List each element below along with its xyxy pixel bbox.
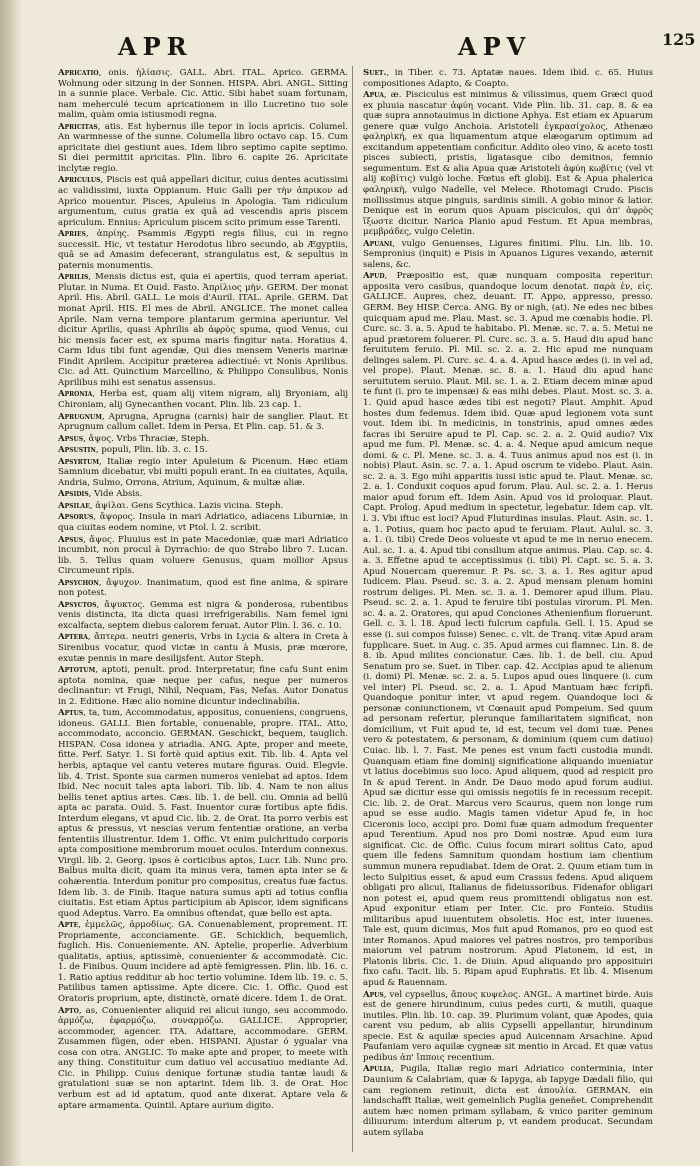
entry-text: Aprugna, Aprugna (carnis) hair de sanglier. Plaut. Et Aprugnum callum callet. Idem in Persa. Et Plin. cap. 51. & 3. [58,411,348,433]
dictionary-entry: Aptus, ta, tum, Accommodatus, appositus, conueniens, congruens, idoneus. GALLI. Bien fortable, conuenable, propre. ITAL. Atto, accommodato, acconcio. GERMAN. Geschickt, bequem, tauglich. HISPAN. Cosa idonea y atriadia. ANG. Apte, proper and meete, fitte. Perf. Satyr. 1. Si fortè quid aptius exit. Tib. lib. 4. Apta vel herbis, aptaque vel cantu veteres mutare figuras. Ouid. Elegvle. lib. 4. Trist. Sponte sua carmen numeros veniebat ad aptos. Idem Ibid. Nec nocuit tales apta labori. Tib. lib. 4. Nam te non alius bellis tenet aptius artes. Cæs. lib. 1. de bell. ciu. Omnia ad bellū apta ac parata. Ouid. 5. Fast. Inuentor curæ fortibus apte fidis. Interdum elegans, vt apud Cic. lib. 2. de Orat. Ita porro verbis est aptus & pressus, vt nescias verum fententiæ oratione, an verba fententiis illustrentur. Idem 1. Offic. Vt enim pulchritudo corporis apta compositione membrorum mouet oculos. Interdum connexus. Virgil. lib. 2. Georg. ipsos è corticibus aptos, Lucr. Lib. Nunc pro. Balbus multa dicit, quam ita minus vera, tamen apta inter se & cohærentia. Interdum ponitur pro compositus, creatus fuæ factus. Idem lib. 3. de Finib. Itaque natura sumus apti ad totius conflia ciuitatis. Est etiam Aptus participium ab Apiscor, idem significans quod Adeptus. Varro. Ea omnibus oftendat, quæ bello est apta. [58,708,348,919]
dictionary-entry: Apus, vel cypsellus, ἄπους κυψελος. ANGL. A martinet birde. Auis est de genere hirundinum, cuius pedes curti, & mutili, quaque inutiles. Plin. lib. 10. cap. 39. Plurimum volant, quæ Apodes, quia carent vsu pedum, ab aliis Cypselli appellantur, hirundinum specie. Est & aquilæ species apud Auicennam Arsachine. Apud Paufaniam vero aquilæ cygneæ sit mentio in Arcad. Et quæ vatus pedibus ἀπ' ἴπποις recentium. [363,989,653,1063]
dictionary-entry: Apries, ἀπρίης. Psammis Ægypti regis filius, cui in regno successit. Hic, vt testatur Herodotus libro secundo, ab Ægyptiis, quâ se ad Amasim defecerant, strangulatus est, & sepultus in paternis monumentis. [58,229,348,271]
entry-headword: Suet. [363,68,387,78]
dictionary-entry: Suet., in Tiber. c. 73. Aptatæ naues. Idem ibid. c. 65. Huius compositiones Adapto, & Coapto. [363,68,653,89]
dictionary-entry: Apsilae, ἀψίλαι. Gens Scythica. Lazis vicina. Steph. [58,500,284,511]
entry-text: onis. ἡλίασις. GALL. Abri. ITAL. Aprico. GERMA. Wohnung oder sitzung in der Sonnen. HISPA. Abri. ANGL. Sitting in a sunnie place. Verbale. Cic. Attic. Sibi habet suam fortunam, nam meherculé tecum apricationem in illo Lucretino tuo sole malim, quàm omia istiusmodi regna. [58,68,348,121]
entry-headword: Apsychon [58,577,99,588]
dictionary-entry: Apte, ἐμμελῶς, ἁρμοδίως. GA. Conuenablement, proprement. IT. Propriamente, acconciamente. GE. Schicklich, bequemlich, fuglich. His. Conueniemente. AN. Aptelie, properlie. Adverbium qualitatis, aptius, aptissimè, conuenienter & accommodatè. Cic. 1. de Finibus. Quum incidere ad aptè femigressen. Plin. lib. 16. c. 1. Ratio aptius redditur ab hoc tertio volumine. Idem lib. 19. c. 5. Patilibus tamen aptissime. Apte dicere. Cic. 1. Offic. Quod est Oratoris proprium, apte, distinctè, ornatè dicere. Idem 1. de Orat. [58,920,348,1005]
entry-headword: Aptus [58,708,84,719]
entry-text: vulgo Genuenses, Ligures finitimi. Pliu. Lin. lib. 10. Sempronius (inquit) e Pisis in Apuanos Ligures vexando, æternit salens, &c. [363,238,653,270]
entry-headword: Aptotum [58,665,96,676]
entry-text: Præpositio est, quæ nunquam composita reperitur: apposita vero casibus, quandoque locum denotat. παρὰ ἐν, εἰς. GALLICE. Aupres, chez, deuant. IT. Appo, appresso, presso. GERM. Bey HISP. Cerca. ANG. By or nigh, (at). Ne edes nec bibes quicquam apud me. Plau. Mast. sc. 3. Apud me cœnabis hodie. Pl. Curc. sc. 3. a. 5. Apud te habitabo. Pl. Menæ. sc. 7. a. 5. Metui ne apud prætorem foluerer. Pl. Curc. sc. 3. a. 5. Haud diu apud hanc feruitutem feruio. Pl. Mil. sc. 2. a. 2. Hic apud me nunquam delinges salem. Pl. Curc. sc. 4. a. 4. Apud hasce ædes (i. in vel ad, vel prope). Plaut. Menæ. sc. 8. a. 1. Haud diu apud hanc seruitutem seruio. Plaut. Mil. sc. 1. a. 2. Etiam decem minæ apud te funt (i. pro te impensæ) & eas mihi debes. Plaut. Most. sc. 3. a. 1. Quid apud hasce ædes tibi est negoti? Plaut. Amphit. Apud hostes dum fedemus. Idem ibid. Quæ apud legionem vota sunt vout. Idem ibi. In medicinis, in tonstrinis, apud omnes ædes facras ibi Seruire apud te Pl. Cap. sc. 2. a. 2. Quid audio? Vix apud me fum. Pl. Menæ. sc. 4. a. 4. Neque apud amicum neque domi. & c. Pl. Mene. sc. 3. a. 4. Tuus animus apud nos est (i. in nobis) Plaut. Asin. sc. 7. a. 1. Apud oscrum te videbo. Plaut. Asin. sc. 2. a. 3. Ego mihi apparitis iussi istic apud te. Plaut. Menæ. sc. 2. a. 1. Conduxit coquos apud forum. Plau. Aul. sc. 2. a. 1. Herus maior apud forum eft. Idem Asin. Apud vos id proloquar. Plaut. Capt. Prolog. Apud medium in spectetur, legebatur. Idem cap. vlt. l. 3. Vbi iftuc est loci? Apud Fluturdinas insulas. Plaut. Asin. sc. 1. a. 1. Potius, quam hoc pacto apud te feruiam. Plaut. Aulul. sc. 3. a. 1. (i. tibi) Crede Deos volueste vt apud te me in neruo enecem. Aul. sc. 1. a. 4. Apud tibi consilium atque animus. Plau. Cap. sc. 4. a. 3. Effetne apud te acceptissimus (i. tibi) Pl. Capt. sc. 5. a. 3. Apud Nouercam queremur. P. Ps. sc. 3. a. 1. Res agitur apud Iudicem. Plau. Pseud. sc. 3. a. 2. Apud mensam plenam homini rostrum deliges. Pl. Men. sc. 3. a. 1. Demorer apud illum. Plau. Pseud. sc. 2. a. 1. Apud te feruire tibi postulas virorum. Pl. Men. sc. 4. a. 2. Oratores, qui apud Conciones Athenienfium floruerunt. Gell. c. 3. l. 18. Apud lecti fulcrum capfula. Gell. l. 15. Apud se esse (i. sui compos fuisse) Senec. c. vlt. de Tranq. vitæ Apud aram fupplicare. Suet. in Aug. c. 35. Apud armes cui flamnec. Lin. 8. de 8. ib. Apud milites concionatur. Cæs. lib. 1. de bell. ciu. Apud Senatum pro se. Suet. in Tiber. cap. 42. Accipias apud te alienum (i. domi) Pl. Menæ. sc. 2. a. 5. Lupos apud oues linquere (i. cum vel inter) Pl. Pseud. sc. 2. a. 1. Apud Mantuam hæc fcripfi. Quandoque ponitur inter, vt apud regem. Quandoque loci & personæ coniunctionem, vt Cœnauit apud Pompeium. Sed quum ad personam refertur, plerunque familiaritatem significat, non domicilium, vt Fuit apud te, id est, tecum vel domi tuæ. Penes vero & potestatem, & personam, & dominium (quem cum datiuo) Cuiac. lib. l. 7. Fast. Me penes est vnum facti custodia mundi. Quanquam etiam fine dominij significatione aliquando inueniatur vt latius docebimus suo loco. Apud aliquem, quod ad respicit pro In & apud Terent. in Andr. De Dauo modo apud forum audiui. Apud sæ dicitur esse qui omissis negotiis fe in recessum recepit. Cic. lib. 2. de Orat. Marcus vero Scaurus, quem non longe rum apud se esse audio. Magis tamen videtur Apud fe, in hoc Ciceronis loco, accipi pro. Domi fuæ quam admodum frequenter apud Terentium. Apud nos pro Domi nostræ. Apud eum iura significat. Cic. de Offic. Cuius focum mirari solitus Cato, apud quem ille fedens Samnitum quondam hostium iam clientium summun munera repudiabat. Idem de Orat. 2. Quum etiam tum in lecto Sulpitius esset, & apud eum Crassus fedens. Apud aliquem obligati pro alicui, Italianus de fideiussoribus. Fidenafor obligari non potest ei, apud quem reus promittendi obligatus non est. Apud exponitur etiam per Inter. Cic. pro Fonteio. Studiis militaribus apud iuuentutem obsoletis. Hoc est, inter iuuenes. Tale est, quum dicimus, Mos fuit apud Romanos, pro eo quod est inter Romanos. Apud maiores vel patres nostros, pro temporibus maiorum vel patrum nostrorum. Apud Platonem, id est, in Platonis libris. Cic. 1. de Diuin. Apud aliquando pro apposituiri fixo cafu. Tacit. lib. 5. Ripam apud Euphratis. Et lib. 4. Misenum apud & Rauennam. [363,271,653,989]
entry-text: Pugila, Italiæ regio mari Adriatico conterminia, inter Daunium & Calabriam, quæ & Iapyga, ab Iapyge Dædali filio, qui cam regionem retinuit, dicta est ἀπουλία. GERMAN. ein landschafft Italiæ, weit gemeinlich Puglia geneñet. Comprehendit autem hæc nomen primam syllabam, & vnico pariter geminum diliuurum: interdum alterum p, vt eandem producat. Secundam autem syllaba [363,1064,653,1138]
column-divider [352,66,353,1152]
entry-text: Italiæ regio inter Apuleium & Picenum. Hæc etiam Samnium dicebatur, vbi multi populi erant. In ea ciuitates, Aquila, Andria, Sulmo, Orrona, Atrium, Aquinum, & multæ aliæ. [58,456,348,488]
dictionary-entry: Apsychon, ἄψυχον. Inanimatum, quod est fine anima, & spirare non potest. [58,577,348,599]
entry-headword: Apriculus [58,175,101,186]
entry-text: ἄψυκτος. Gemma est nigra & ponderosa, rubentibus venis distincta, ita dicta quasi irrefrigerabilis. Nam femel igni excalfacta, septem diebus calorem feruat. Autor Plin. l. 36. c. 10. [58,599,348,631]
entry-headword: Apsorus [58,512,94,523]
entry-text: Mensis dictus est, quia ei apertiis, quod terram aperiat. Plutar. in Numa. Et Ouid. Fasto. Ἀπρίλιος μὴν. GERM. Der monat April. His. Abril. GALL. Le mois d'Auril. ITAL. Aprile. GERM. Dat monat April. HIS. El mes de Abril. ANGLICE. The monet callea Aprile. Nam verna tempore plantarum germina aperiuntur. Vel dicitur Aprilis, quasi Aphrilis ab ἀφρὸς spuma, quod Venus, cui hic mensis facer est, ex spuma maris fingitur nata. Horatius 4. Carm Idus tibi funt agendæ, Qui dies mensem Veneris marinæ Findit Aprilem. Accipitur præterea adiectiué: vt Nonis Aprilibus. Cic. ad Att. Quinctium Marcellino, & Philippo Consulibus, Nonis Aprilibus mihi est senatus assensus. [58,272,348,388]
entry-headword: Apsidis [58,489,89,500]
entry-headword: Apsilae [58,500,90,511]
running-head-left: APR [118,32,193,61]
dictionary-entry: Apsus, ἄψος. Vrbs Thraciæ, Steph. [58,433,210,444]
entry-headword: Apuani [363,238,393,249]
right-column [363,68,653,1148]
entry-headword: Apsustin [58,445,96,456]
dictionary-entry: Apsorus, ἄψορος. Insula in mari Adriatico, adiacens Liburniæ, in qua ciuitas eodem nomine, vt Ptol. l. 2. scribit. [58,512,348,533]
entry-text: ἄψος. Fluuius est in pate Macedoniæ, quæ mari Adriatico incumbit, non procul à Dyrrachio: de quo Strabo libro 7. Lucan. lib. 5. Tellus quam voluere Genusus, quam mollior Apsus Circumeunt ripis. [58,534,348,577]
dictionary-entry: Apsidis, Vide Absis. [58,489,143,500]
dictionary-entry: Apricatio, onis. ἡλίασις. GALL. Abri. ITAL. Aprico. GERMA. Wohnung oder sitzung in der Sonnen. HISPA. Abri. ANGL. Sitting in a sunnie place. Verbale. Cic. Attic. Sibi habet suam fortunam, nam meherculé tecum apricationem in illo Lucretino tuo sole malim, quàm omia istiusmodi regna. [58,68,348,121]
entry-headword: Apua [363,90,384,101]
entry-headword: Apricitas [58,121,98,132]
entry-text: ἄψος. Vrbs Thraciæ, Steph. [88,433,210,444]
dictionary-entry: Apulia, Pugila, Italiæ regio mari Adriatico conterminia, inter Daunium & Calabriam, quæ & Iapyga, ab Iapyge Dædali filio, qui cam regionem retinuit, dicta est ἀπουλία. GERMAN. ein landschafft Italiæ, weit gemeinlich Puglia geneñet. Comprehendit autem hæc nomen primam syllabam, & vnico pariter geminum diliuurum: interdum alterum p, vt eandem producat. Secundam autem syllaba [363,1064,653,1138]
dictionary-entry: Apronia, Herba est, quam alij vitem nigram, alij Bryoniam, alij Chironiam, alij Gynecanthen vocant. Plin. lib. 23 cap. 1. [58,389,348,410]
entry-text: ἀπρίης. Psammis Ægypti regis filius, cui in regno successit. Hic, vt testatur Herodotus libro secundo, ab Ægyptiis, quâ se ad Amasim defecerant, strangulatus est, & sepultus in paternis monumentis. [58,229,348,271]
entry-text: Piscis est quâ appellari dicitur, cuius dentes acutissimi ac validissimi, iuxta Oppianum. Huic Galli per τὴν ἀπρικον ad Aprico mouentur. Pisces, Apuleius in Apologia. Tam ridiculum argumentum, cuius gratia ex quâ ad vescendis apris piscem apriculum. Ennius: Apriculum piscem scito primum esse Tarenti. [58,175,348,228]
entry-text: as, Conuenienter aliquid rei alicui iungo, seu accommodo. ἁρμόζω, ἐφαρμόζω, συναρμόζω. GALLICE. Approprier, accommoder, agencer. ITA. Adattare, accommodare. GERM. Zusammen fügen, oder eben. HISPANI. Ajustar ó ygualar vna cosa con otra. ANGLIC. To make apte and proper, to meete with any thing. Constituitur cum datiuo vel accusatiuo mediante Ad. Cic. in Philipp. Cuius denique fortunæ studia tantæ laudi & gratulationi suæ se non aptarint. Idem lib. 3. de Orat. Hoc verbum est ad id aptatum, quod ante dixerat. Aptare vela & aptare armamenta. Quintil. Aptare aurium digito. [58,1005,348,1111]
entry-headword: Aprugnum [58,411,102,422]
dictionary-entry: Aprugnum, Aprugna, Aprugna (carnis) hair de sanglier. Plaut. Et Aprugnum callum callet. Idem in Persa. Et Plin. cap. 51. & 3. [58,411,348,433]
dictionary-entry: Aprilis, Mensis dictus est, quia ei apertiis, quod terram aperiat. Plutar. in Numa. Et Ouid. Fasto. Ἀπρίλιος μὴν. GERM. Der monat April. His. Abril. GALL. Le mois d'Auril. ITAL. Aprile. GERM. Dat monat April. HIS. El mes de Abril. ANGLICE. The monet callea Aprile. Nam verna tempore plantarum germina aperiuntur. Vel dicitur Aprilis, quasi Aphrilis ab ἀφρὸς spuma, quod Venus, cui hic mensis facer est, ex spuma maris fingitur nata. Horatius 4. Carm Idus tibi funt agendæ, Qui dies mensem Veneris marinæ Findit Aprilem. Accipitur præterea adiectiué: vt Nonis Aprilibus. Cic. ad Att. Quinctium Marcellino, & Philippo Consulibus, Nonis Aprilibus mihi est senatus assensus. [58,272,348,388]
entry-text: aptoti, penult. prod. Interpretatur, fine cafu Sunt enim aptota nomina, quæ neque per cafus, neque per numeros declinantur: vt Frugi, Nihil, Nequam, Fas, Nefas. Autor Donatus in 2. Editione. Hæc alio nomine dicuntur indeclinabilia. [58,665,348,707]
entry-text: Vide Absis. [94,489,143,500]
entry-headword: Apsyrtum [58,456,100,467]
entry-text: ta, tum, Accommodatus, appositus, conueniens, congruens, idoneus. GALLI. Bien fortable, conuenable, propre. ITAL. Atto, accommodato, acconcio. GERMAN. Geschickt, bequem, tauglich. HISPAN. Cosa idonea y atriadia. ANG. Apte, proper and meete, fitte. Perf. Satyr. 1. Si fortè quid aptius exit. Tib. lib. 4. Apta vel herbis, aptaque vel cantu veteres mutare figuras. Ouid. Elegvle. lib. 4. Trist. Sponte sua carmen numeros veniebat ad aptos. Idem Ibid. Nec nocuit tales apta labori. Tib. lib. 4. Nam te non alius bellis tenet aptius artes. Cæs. lib. 1. de bell. ciu. Omnia ad bellū apta ac parata. Ouid. 5. Fast. Inuentor curæ fortibus apte fidis. Interdum elegans, vt apud Cic. lib. 2. de Orat. Ita porro verbis est aptus & pressus, vt nescias verum fententiæ oratione, an verba fententiis illustrentur. Idem 1. Offic. Vt enim pulchritudo corporis apta compositione membrorum mouet oculos. Interdum connexus. Virgil. lib. 2. Georg. ipsos è corticibus aptos, Lucr. Lib. Nunc pro. Balbus multa dicit, quam ita minus vera, tamen apta inter se & cohærentia. Interdum ponitur pro compositus, creatus fuæ factus. Idem lib. 3. de Finib. Itaque natura sumus apti ad totius conflia ciuitatis. Est etiam Aptus participium ab Apiscor, idem significans quod Adeptus. Varro. Ea omnibus oftendat, quæ bello est apta. [58,708,348,919]
dictionary-entry: Apsustin, populi, Plin. lib. 3. c. 15. [58,445,208,456]
entry-headword: Apud [363,271,385,282]
dictionary-entry: Apsyrtum, Italiæ regio inter Apuleium & Picenum. Hæc etiam Samnium dicebatur, vbi multi populi erant. In ea ciuitates, Aquila, Andria, Sulmo, Orrona, Atrium, Aquinum, & multæ aliæ. [58,456,348,488]
dictionary-entry: Apsyctos, ἄψυκτος. Gemma est nigra & ponderosa, rubentibus venis distincta, ita dicta quasi irrefrigerabilis. Nam femel igni excalfacta, septem diebus calorem feruat. Autor Plin. l. 36. c. 10. [58,599,348,631]
entry-text: populi, Plin. lib. 3. c. 15. [101,445,208,456]
dictionary-entry: Apua, æ. Pisciculus est minimus & vilissimus, quem Græci quod ex pluuia nascatur ἀφύη vocant. Vide Plin. lib. 31. cap. 8. & ea quæ supra annotauimus in dictione Aphya. Est etiam ex Apuarum genere quæ vulgo Anchoia. Aristoteli ἐγκρασίχολος, Athenæo φαληρὶκή, ex qua liquamentum atque elæogarum optimum ad excitandum appetentiam conficitur. Addito oleo vino, & aceto tosti pisces subiecti, pristis, ligatasque cibo demitnos, femnio segumentum. Est & alia Apua quæ Aristoteli ἀφύη κωβίτις (vel vt alij κοβίτις) vulgò loche. Fœtus eft globij. Est & Apua phalerica φαληρικὴ, vulgo Nadelle, vel Melece. Rhotomagi Crudo. Piscis mollissimus atque pinguis, sardinis simili. A gobio minor & latior. Denique est in eorum quos Apuam pisciculos, qui ἀπ' ἀφρὸς ἴξωστε dicitur. Narica Planio apud Festum. Et Apua membras, μεμβράδες, vulgo Celetin. [363,90,653,238]
entry-text: ἄπτερα. neutri generis, Vrbs in Lycia & altera in Creta à Sirenibus vocatur, quod victæ in cantu à Musis, præ mœrore, exutæ pennis in mare desilijsfent. Autor Steph. [58,632,348,664]
entry-headword: Apries [58,229,86,240]
page-number: 125 [662,30,696,49]
running-head-right: APV [458,32,532,61]
entry-text: ἄψορος. Insula in mari Adriatico, adiacens Liburniæ, in qua ciuitas eodem nomine, vt Ptol. l. 2. scribit. [58,512,348,533]
dictionary-entry: Aptotum, aptoti, penult. prod. Interpretatur, fine cafu Sunt enim aptota nomina, quæ neque per cafus, neque per numeros declinantur: vt Frugi, Nihil, Nequam, Fas, Nefas. Autor Donatus in 2. Editione. Hæc alio nomine dicuntur indeclinabilia. [58,665,348,707]
entry-headword: Apte [58,920,79,931]
entry-headword: Apulia [363,1064,392,1075]
entry-headword: Apus [363,989,384,1000]
entry-headword: Apsus [58,534,84,545]
entry-text: æ. Pisciculus est minimus & vilissimus, quem Græci quod ex pluuia nascatur ἀφύη vocant. Vide Plin. lib. 31. cap. 8. & ea quæ supra annotauimus in dictione Aphya. Est etiam ex Apuarum genere quæ vulgo Anchoia. Aristoteli ἐγκρασίχολος, Athenæo φαληρὶκή, ex qua liquamentum atque elæogarum optimum ad excitandum appetentiam conficitur. Addito oleo vino, & aceto tosti pisces subiecti, pristis, ligatasque cibo demitnos, femnio segumentum. Est & alia Apua quæ Aristoteli ἀφύη κωβίτις (vel vt alij κοβίτις) vulgò loche. Fœtus eft globij. Est & Apua phalerica φαληρικὴ, vulgo Nadelle, vel Melece. Rhotomagi Crudo. Piscis mollissimus atque pinguis, sardinis simili. A gobio minor & latior. Denique est in eorum quos Apuam pisciculos, qui ἀπ' ἀφρὸς ἴξωστε dicitur. Narica Planio apud Festum. Et Apua membras, μεμβράδες, vulgo Celetin. [363,90,653,238]
dictionary-entry: Apsus, ἄψος. Fluuius est in pate Macedoniæ, quæ mari Adriatico incumbit, non procul à Dyrrachio: de quo Strabo libro 7. Lucan. lib. 5. Tellus quam voluere Genusus, quam mollior Apsus Circumeunt ripis. [58,534,348,577]
left-column [58,68,348,1148]
entry-headword: Aprilis [58,272,89,283]
page-gutter-shadow [0,0,22,1166]
entry-headword: Aptera [58,632,88,643]
entry-text: ἄψυχον. Inanimatum, quod est fine anima, & spirare non potest. [58,577,348,599]
entry-headword: Apto [58,1005,79,1016]
dictionary-entry: Aptera, ἄπτερα. neutri generis, Vrbs in Lycia & altera in Creta à Sirenibus vocatur, quod victæ in cantu à Musis, præ mœrore, exutæ pennis in mare desilijsfent. Autor Steph. [58,632,348,664]
dictionary-entry: Apud, Præpositio est, quæ nunquam composita reperitur: apposita vero casibus, quandoque locum denotat. παρὰ ἐν, εἰς. GALLICE. Aupres, chez, deuant. IT. Appo, appresso, presso. GERM. Bey HISP. Cerca. ANG. By or nigh, (at). Ne edes nec bibes quicquam apud me. Plau. Mast. sc. 3. Apud me cœnabis hodie. Pl. Curc. sc. 3. a. 5. Apud te habitabo. Pl. Menæ. sc. 7. a. 5. Metui ne apud prætorem foluerer. Pl. Curc. sc. 3. a. 5. Haud diu apud hanc feruitutem feruio. Pl. Mil. sc. 2. a. 2. Hic apud me nunquam delinges salem. Pl. Curc. sc. 4. a. 4. Apud hasce ædes (i. in vel ad, vel prope). Plaut. Menæ. sc. 8. a. 1. Haud diu apud hanc seruitutem seruio. Plaut. Mil. sc. 1. a. 2. Etiam decem minæ apud te funt (i. pro te impensæ) & eas mihi debes. Plaut. Most. sc. 3. a. 1. Quid apud hasce ædes tibi est negoti? Plaut. Amphit. Apud hostes dum fedemus. Idem ibid. Quæ apud legionem vota sunt vout. Idem ibi. In medicinis, in tonstrinis, apud omnes ædes facras ibi Seruire apud te Pl. Cap. sc. 2. a. 2. Quid audio? Vix apud me fum. Pl. Menæ. sc. 4. a. 4. Neque apud amicum neque domi. & c. Pl. Mene. sc. 3. a. 4. Tuus animus apud nos est (i. in nobis) Plaut. Asin. sc. 7. a. 1. Apud oscrum te videbo. Plaut. Asin. sc. 2. a. 3. Ego mihi apparitis iussi istic apud te. Plaut. Menæ. sc. 2. a. 1. Conduxit coquos apud forum. Plau. Aul. sc. 2. a. 1. Herus maior apud forum eft. Idem Asin. Apud vos id proloquar. Plaut. Capt. Prolog. Apud medium in spectetur, legebatur. Idem cap. vlt. l. 3. Vbi iftuc est loci? Apud Fluturdinas insulas. Plaut. Asin. sc. 1. a. 1. Potius, quam hoc pacto apud te feruiam. Plaut. Aulul. sc. 3. a. 1. (i. tibi) Crede Deos volueste vt apud te me in neruo enecem. Aul. sc. 1. a. 4. Apud tibi consilium atque animus. Plau. Cap. sc. 4. a. 3. Effetne apud te acceptissimus (i. tibi) Pl. Capt. sc. 5. a. 3. Apud Nouercam queremur. P. Ps. sc. 3. a. 1. Res agitur apud Iudicem. Plau. Pseud. sc. 3. a. 2. Apud mensam plenam homini rostrum deliges. Pl. Men. sc. 3. a. 1. Demorer apud illum. Plau. Pseud. sc. 2. a. 1. Apud te feruire tibi postulas virorum. Pl. Men. sc. 4. a. 2. Oratores, qui apud Conciones Athenienfium floruerunt. Gell. c. 3. l. 18. Apud lecti fulcrum capfula. Gell. l. 15. Apud se esse (i. sui compos fuisse) Senec. c. vlt. de Tranq. vitæ Apud aram fupplicare. Suet. in Aug. c. 35. Apud armes cui flamnec. Lin. 8. de 8. ib. Apud milites concionatur. Cæs. lib. 1. de bell. ciu. Apud Senatum pro se. Suet. in Tiber. cap. 42. Accipias apud te alienum (i. domi) Pl. Menæ. sc. 2. a. 5. Lupos apud oues linquere (i. cum vel inter) Pl. Pseud. sc. 2. a. 1. Apud Mantuam hæc fcripfi. Quandoque ponitur inter, vt apud regem. Quandoque loci & personæ coniunctionem, vt Cœnauit apud Pompeium. Sed quum ad personam refertur, plerunque familiaritatem significat, non domicilium, vt Fuit apud te, id est, tecum vel domi tuæ. Penes vero & potestatem, & personam, & dominium (quem cum datiuo) Cuiac. lib. l. 7. Fast. Me penes est vnum facti custodia mundi. Quanquam etiam fine dominij significatione aliquando inueniatur vt latius docebimus suo loco. Apud aliquem, quod ad respicit pro In & apud Terent. in Andr. De Dauo modo apud forum audiui. Apud sæ dicitur esse qui omissis negotiis fe in recessum recepit. Cic. lib. 2. de Orat. Marcus vero Scaurus, quem non longe rum apud se esse audio. Magis tamen videtur Apud fe, in hoc Ciceronis loco, accipi pro. Domi fuæ quam admodum frequenter apud Terentium. Apud nos pro Domi nostræ. Apud eum iura significat. Cic. de Offic. Cuius focum mirari solitus Cato, apud quem ille fedens Samnitum quondam hostium iam clientium summun munera repudiabat. Idem de Orat. 2. Quum etiam tum in lecto Sulpitius esset, & apud eum Crassus fedens. Apud aliquem obligati pro alicui, Italianus de fideiussoribus. Fidenafor obligari non potest ei, apud quem reus promittendi obligatus non est. Apud exponitur etiam per Inter. Cic. pro Fonteio. Studiis militaribus apud iuuentutem obsoletis. Hoc est, inter iuuenes. Tale est, quum dicimus, Mos fuit apud Romanos, pro eo quod est inter Romanos. Apud maiores vel patres nostros, pro temporibus maiorum vel patrum nostrorum. Apud Platonem, id est, in Platonis libris. Cic. 1. de Diuin. Apud aliquando pro apposituiri fixo cafu. Tacit. lib. 5. Ripam apud Euphratis. Et lib. 4. Misenum apud & Rauennam. [363,271,653,989]
dictionary-entry: Apto, as, Conuenienter aliquid rei alicui iungo, seu accommodo. ἁρμόζω, ἐφαρμόζω, συναρμόζω. GALLICE. Approprier, accommoder, agencer. ITA. Adattare, accommodare. GERM. Zusammen fügen, oder eben. HISPANI. Ajustar ó ygualar vna cosa con otra. ANGLIC. To make apte and proper, to meete with any thing. Constituitur cum datiuo vel accusatiuo mediante Ad. Cic. in Philipp. Cuius denique fortunæ studia tantæ laudi & gratulationi suæ se non aptarint. Idem lib. 3. de Orat. Hoc verbum est ad id aptatum, quod ante dixerat. Aptare vela & aptare armamenta. Quintil. Aptare aurium digito. [58,1005,348,1111]
dictionary-entry: Apricitas, atis. Est hybernus ille tepor in locis apricis. Columel. An warmnesse of the sunne. Columella libro octavo cap. 15. Cum apricitate diei gestiunt aues. Idem libro septimo capite septimo. Si diei permittit apricitas. Plin. libro 6. capite 26. Apricitate inclytæ regio. [58,121,348,174]
entry-text: Herba est, quam alij vitem nigram, alij Bryoniam, alij Chironiam, alij Gynecanthen vocant. Plin. lib. 23 cap. 1. [58,389,348,410]
entry-headword: Apronia [58,389,93,400]
entry-text: ἀψίλαι. Gens Scythica. Lazis vicina. Steph. [95,500,284,511]
entry-headword: Apsus [58,433,84,444]
entry-text: atis. Est hybernus ille tepor in locis apricis. Columel. An warmnesse of the sunne. Columella libro octavo cap. 15. Cum apricitate diei gestiunt aues. Idem libro septimo capite septimo. Si diei permittit apricitas. Plin. libro 6. capite 26. Apricitate inclytæ regio. [58,121,348,174]
entry-text: in Tiber. c. 73. Aptatæ naues. Idem ibid. c. 65. Huius compositiones Adapto, & Coapto. [363,68,653,89]
dictionary-entry: Apriculus, Piscis est quâ appellari dicitur, cuius dentes acutissimi ac validissimi, iuxta Oppianum. Huic Galli per τὴν ἀπρικον ad Aprico mouentur. Pisces, Apuleius in Apologia. Tam ridiculum argumentum, cuius gratia ex quâ ad vescendis apris piscem apriculum. Ennius: Apriculum piscem scito primum esse Tarenti. [58,175,348,228]
entry-text: vel cypsellus, ἄπους κυψελος. ANGL. A martinet birde. Auis est de genere hirundinum, cuius pedes curti, & mutili, quaque inutiles. Plin. lib. 10. cap. 39. Plurimum volant, quæ Apodes, quia carent vsu pedum, ab aliis Cypselli appellantur, hirundinum specie. Est & aquilæ species apud Auicennam Arsachine. Apud Paufaniam vero aquilæ cygneæ sit mentio in Arcad. Et quæ vatus pedibus ἀπ' ἴπποις recentium. [363,989,653,1063]
entry-text: ἐμμελῶς, ἁρμοδίως. GA. Conuenablement, proprement. IT. Propriamente, acconciamente. GE. Schicklich, bequemlich, fuglich. His. Conueniemente. AN. Aptelie, properlie. Adverbium qualitatis, aptius, aptissimè, conuenienter & accommodatè. Cic. 1. de Finibus. Quum incidere ad aptè femigressen. Plin. lib. 16. c. 1. Ratio aptius redditur ab hoc tertio volumine. Idem lib. 19. c. 5. Patilibus tamen aptissime. Apte dicere. Cic. 1. Offic. Quod est Oratoris proprium, apte, distinctè, ornatè dicere. Idem 1. de Orat. [58,920,348,1005]
dictionary-entry: Apuani, vulgo Genuenses, Ligures finitimi. Pliu. Lin. lib. 10. Sempronius (inquit) e Pisis in Apuanos Ligures vexando, æternit salens, &c. [363,238,653,270]
entry-headword: Apsyctos [58,599,97,610]
entry-headword: Apricatio [58,68,99,78]
